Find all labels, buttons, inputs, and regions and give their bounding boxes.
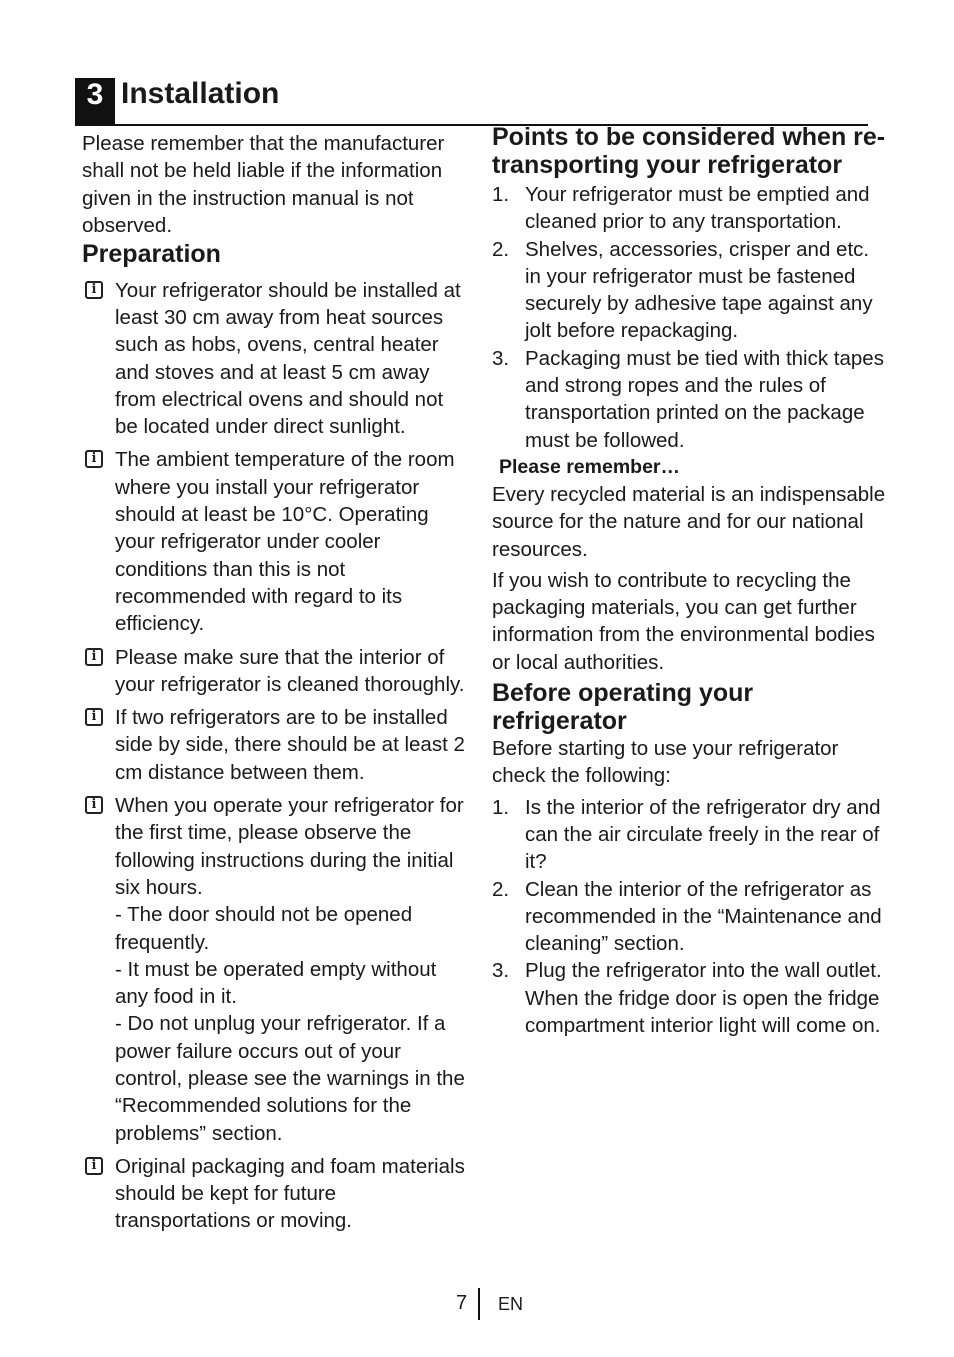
preparation-item-text: Please make sure that the interior of your refrigerator is cleaned thoroughly. (115, 645, 465, 696)
page-number: 7 (456, 1292, 468, 1314)
before-heading: Before operating your refrigerator (492, 679, 754, 735)
first-time-note: - Do not unplug your refrigerator. If a power failure occurs out of your control, please see the warnings in the “Recommended solutions for the problems” section. (115, 1012, 465, 1145)
preparation-item (82, 446, 466, 637)
item-number: 2. (492, 237, 510, 261)
info-icon: i (85, 450, 103, 468)
before-item (492, 794, 890, 876)
remember-paragraph: If you wish to contribute to recycling the packaging materials, you can get further information from the environmental bodies or local authorities. (492, 568, 875, 674)
before-intro: Before starting to use your refrigerator check the following: (492, 737, 839, 788)
first-time-note: - The door should not be opened frequently. (115, 903, 413, 954)
info-icon: i (85, 708, 103, 726)
item-number: 1. (492, 183, 510, 206)
info-icon: i (85, 648, 103, 666)
before-item (492, 876, 890, 958)
intro-paragraph: Please remember that the manufacturer shall not be held liable if the information given in the instruction manual is not observed. (82, 132, 445, 237)
page-footer (0, 1288, 954, 1320)
preparation-item (82, 792, 466, 1147)
section-header (75, 78, 868, 126)
right-column (492, 124, 890, 1039)
item-text: Plug the refrigerator into the wall outlet. When the fridge door is open the fridge compartment interior light will come on. (525, 959, 882, 1038)
left-column (82, 130, 466, 1235)
item-number: 3. (492, 346, 510, 370)
transport-item (492, 345, 890, 454)
preparation-item (82, 704, 466, 786)
item-number: 1. (492, 795, 510, 819)
preparation-item-text: The ambient temperature of the room where you install your refrigerator should at least be 10°C. Operating your refrigerator under cooler conditions than this is not recommended with regard to its efficiency. (115, 448, 455, 636)
item-text: Clean the interior of the refrigerator as recommended in the “Maintenance and cleaning” section. (525, 877, 882, 956)
item-text: Shelves, accessories, crisper and etc. in your refrigerator must be fastened securely by adhesive tape against any jolt before repackaging. (525, 237, 873, 343)
preparation-item (82, 644, 466, 699)
section-number: 3 (75, 78, 115, 124)
item-number: 2. (492, 877, 510, 901)
transport-item (492, 236, 890, 345)
footer-divider (478, 1288, 480, 1320)
transport-heading: Points to be considered when re-transporting your refrigerator (492, 123, 886, 179)
preparation-item-text: Your refrigerator should be installed at least 30 cm away from heat sources such as hobs, ovens, central heater and stoves and at least 5 cm away from electrical ovens and should not be located under direct sunlight. (115, 278, 461, 439)
remember-heading: Please remember… (499, 455, 681, 478)
preparation-item-text: When you operate your refrigerator for the first time, please observe the following instructions during the initial six hours. (115, 794, 464, 899)
item-number: 3. (492, 959, 510, 983)
item-text: Is the interior of the refrigerator dry and can the air circulate freely in the rear of it? (525, 795, 881, 874)
language-code: EN (498, 1294, 524, 1314)
item-text: Packaging must be tied with thick tapes and strong ropes and the rules of transportation printed on the package must be followed. (525, 346, 884, 452)
preparation-heading: Preparation (82, 240, 221, 269)
info-icon: i (85, 281, 103, 299)
first-time-note: - It must be operated empty without any food in it. (115, 957, 437, 1009)
preparation-item-text: If two refrigerators are to be installed side by side, there should be at least 2 cm distance between them. (115, 706, 465, 784)
transport-item (492, 181, 890, 236)
preparation-item (82, 277, 466, 441)
preparation-item (82, 1153, 466, 1235)
before-item (492, 957, 890, 1039)
remember-paragraph: Every recycled material is an indispensable source for the nature and for our national resources. (492, 482, 886, 561)
preparation-item-text: Original packaging and foam materials should be kept for future transportations or moving. (115, 1154, 465, 1233)
info-icon: i (85, 1157, 103, 1175)
item-text: Your refrigerator must be emptied and cleaned prior to any transportation. (525, 183, 870, 234)
section-title: Installation (121, 77, 280, 110)
info-icon: i (85, 796, 103, 814)
